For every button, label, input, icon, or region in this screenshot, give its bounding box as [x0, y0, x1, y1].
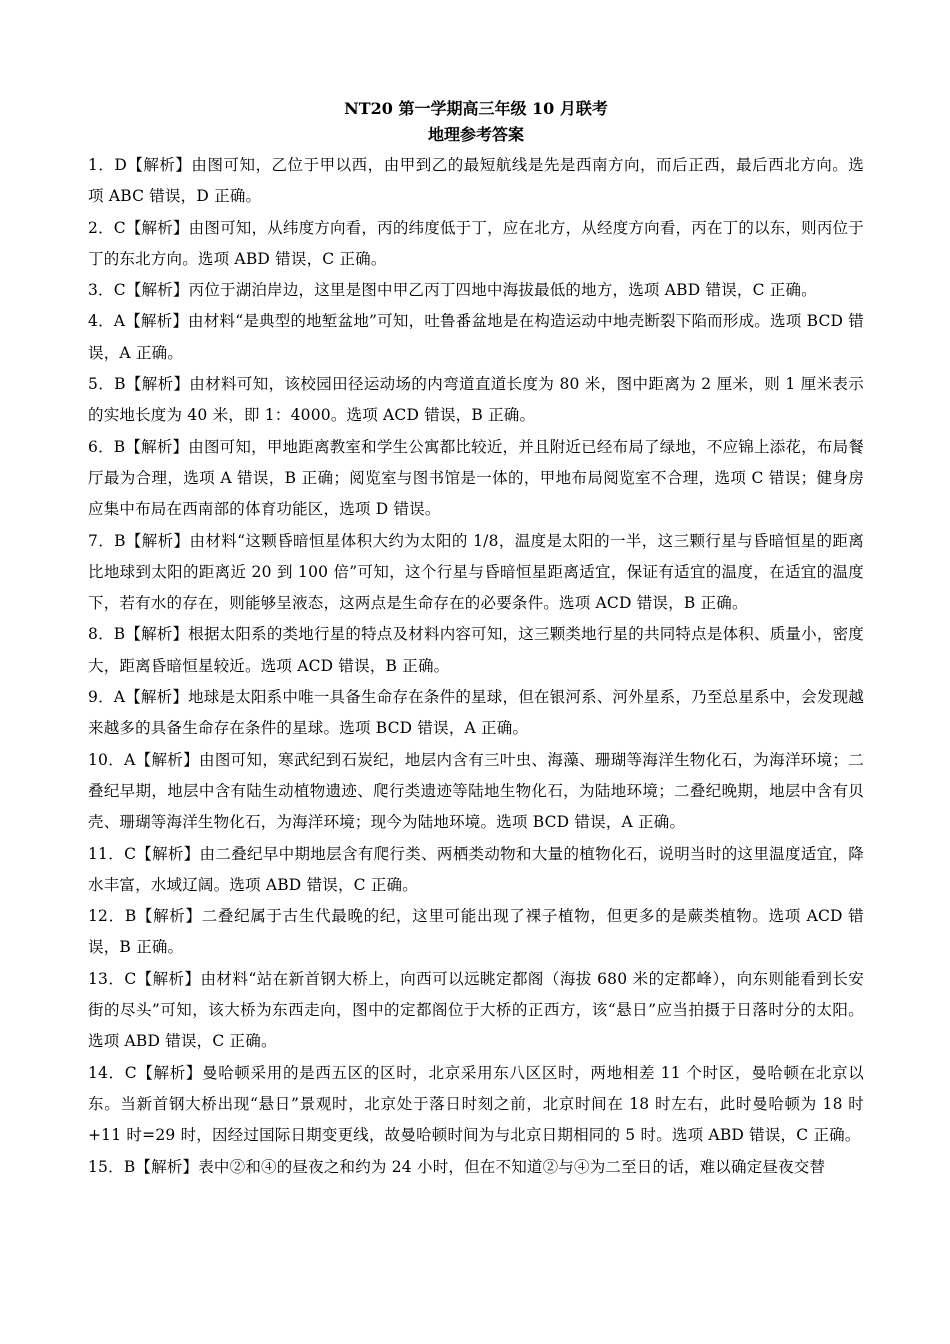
answer-item: 13．C【解析】由材料“站在新首钢大桥上，向西可以远眺定都阁（海拔 680 米的定都峰），向东则能看到长安街的尽头”可知，该大桥为东西走向，图中的定都阁位于大桥的正西方，该“悬日”应当拍摄于日落时分的太阳。选项 ABD 错误，C 正确。 [88, 969, 864, 1051]
answer-item: 10．A【解析】由图可知，寒武纪到石炭纪，地层内含有三叶虫、海藻、珊瑚等海洋生物化石，为海洋环境；二叠纪早期，地层中含有陆生动植物遗迹、爬行类遗迹等陆地生物化石，为陆地环境；二叠纪晚期，地层中含有贝壳、珊瑚等海洋生物化石，为海洋环境；现今为陆地环境。选项 BCD 错误，A 正确。 [88, 750, 864, 832]
answer-item: 5．B【解析】由材料可知，该校园田径运动场的内弯道直道长度为 80 米，图中距离为 2 厘米，则 1 厘米表示的实地长度为 40 米，即 1：4000。选项 ACD 错误，B 正确。 [88, 375, 864, 425]
answer-item: 11．C【解析】由二叠纪早中期地层含有爬行类、两栖类动物和大量的植物化石，说明当时的这里温度适宜，降水丰富，水域辽阔。选项 ABD 错误，C 正确。 [88, 844, 864, 894]
page-title: NT20 第一学期高三年级 10 月联考 [344, 99, 608, 118]
answer-item: 8．B【解析】根据太阳系的类地行星的特点及材料内容可知，这三颗类地行星的共同特点是体积、质量小，密度大，距离昏暗恒星较近。选项 ACD 错误，B 正确。 [88, 625, 864, 675]
answer-item: 4．A【解析】由材料“是典型的地堑盆地”可知，吐鲁番盆地是在构造运动中地壳断裂下陷而形成。选项 BCD 错误，A 正确。 [88, 312, 864, 362]
answer-item: 14．C【解析】曼哈顿采用的是西五区的区时，北京采用东八区区时，两地相差 11 个时区，曼哈顿在北京以东。当新首钢大桥出现“悬日”景观时，北京处于落日时刻之前，北京时间在 18 时左右，此时曼哈顿为 18 时+11 时=29 时，因经过国际日期变更线，故曼哈顿时间为与北京日期相同的 5 时。选项 ABD 错误，C 正确。 [88, 1063, 864, 1145]
answer-item: 12．B【解析】二叠纪属于古生代最晚的纪，这里可能出现了裸子植物，但更多的是蕨类植物。选项 ACD 错误，B 正确。 [88, 907, 864, 957]
answer-item: 2．C【解析】由图可知，从纬度方向看，丙的纬度低于丁，应在北方，从经度方向看，丙在丁的以东，则丙位于丁的东北方向。选项 ABD 错误，C 正确。 [88, 218, 864, 268]
page-subtitle: 地理参考答案 [427, 125, 524, 144]
answer-item: 15．B【解析】表中②和④的昼夜之和约为 24 小时，但在不知道②与④为二至日的话，难以确定昼夜交替 [88, 1157, 826, 1176]
answer-item: 9．A【解析】地球是太阳系中唯一具备生命存在条件的星球，但在银河系、河外星系，乃至总星系中，会发现越来越多的具备生命存在条件的星球。选项 BCD 错误，A 正确。 [88, 688, 864, 738]
answer-item: 6．B【解析】由图可知，甲地距离教室和学生公寓都比较近，并且附近已经布局了绿地，不应锦上添花，布局餐厅最为合理，选项 A 错误，B 正确；阅览室与图书馆是一体的，甲地布局阅览室不合理，选项 C 错误；健身房应集中布局在西南部的体育功能区，选项 D 错误。 [88, 437, 864, 519]
answer-document [88, 96, 864, 1183]
answer-item: 1．D【解析】由图可知，乙位于甲以西，由甲到乙的最短航线是先是西南方向，而后正西，最后西北方向。选项 ABC 错误，D 正确。 [88, 156, 864, 206]
answer-item: 7．B【解析】由材料“这颗昏暗恒星体积大约为太阳的 1/8，温度是太阳的一半，这三颗行星与昏暗恒星的距离比地球到太阳的距离近 20 到 100 倍”可知，这个行星与昏暗恒星距离适宜，保证有适宜的温度，在适宜的温度下，若有水的存在，则能够呈液态，这两点是生命存在的必要条件。选项 ACD 错误，B 正确。 [88, 531, 864, 613]
answer-item: 3．C【解析】丙位于湖泊岸边，这里是图中甲乙丙丁四地中海拔最低的地方，选项 ABD 错误，C 正确。 [88, 281, 817, 300]
